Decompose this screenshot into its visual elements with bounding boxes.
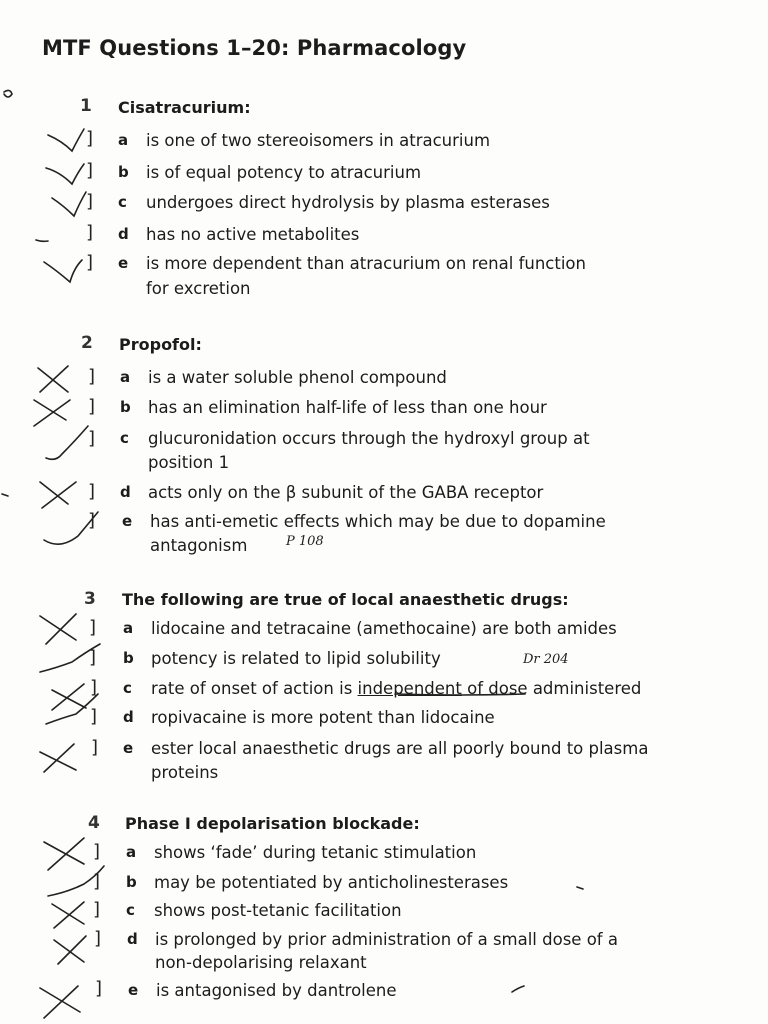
- cross-mark: [52, 684, 86, 710]
- option-letter: b: [118, 163, 129, 181]
- cross-mark: [38, 366, 68, 392]
- answer-box[interactable]: ]: [88, 510, 96, 531]
- option-text: ropivacaine is more potent than lidocaine: [151, 708, 495, 727]
- option-letter: a: [120, 368, 131, 386]
- option-letter: c: [126, 901, 135, 919]
- answer-box[interactable]: ]: [88, 366, 96, 387]
- cross-mark: [52, 902, 84, 928]
- option-text: shows post-tetanic facilitation: [154, 901, 402, 920]
- option-letter: d: [123, 708, 134, 726]
- option-letter: e: [123, 739, 134, 757]
- cross-mark: [40, 744, 76, 772]
- option-text: acts only on the β subunit of the GABA receptor: [148, 483, 544, 502]
- answer-box[interactable]: ]: [93, 841, 101, 862]
- cross-mark: [34, 400, 70, 426]
- answer-box[interactable]: ]: [86, 222, 94, 243]
- option-text: ester local anaesthetic drugs are all poorly bound to plasma: [151, 739, 649, 758]
- option-letter: d: [120, 483, 131, 501]
- option-text-continued: position 1: [148, 453, 230, 472]
- option-text: [151, 677, 641, 700]
- option-text-pre: rate of onset of action is: [151, 679, 358, 698]
- option-text: has no active metabolites: [146, 225, 360, 244]
- tick-mark: [48, 129, 84, 151]
- option-letter: b: [120, 398, 131, 416]
- cross-mark: [40, 482, 76, 508]
- option-text: shows ‘fade’ during tetanic stimulation: [154, 843, 477, 862]
- answer-box[interactable]: ]: [90, 706, 98, 727]
- option-text: may be potentiated by anticholinesterases: [154, 873, 509, 892]
- option-text-continued: non-depolarising relaxant: [155, 953, 367, 972]
- answer-box[interactable]: ]: [94, 928, 102, 949]
- option-letter: c: [123, 679, 132, 697]
- option-text: is more dependent than atracurium on renal function: [146, 254, 586, 273]
- cross-mark: [40, 614, 76, 644]
- option-text: is antagonised by dantrolene: [156, 981, 397, 1000]
- question-4-title: Phase I depolarisation blockade:: [125, 814, 420, 833]
- question-3-title: The following are true of local anaesthetic drugs:: [122, 590, 569, 609]
- cross-mark: [54, 936, 86, 964]
- option-letter: e: [122, 512, 133, 530]
- question-2-title: Propofol:: [119, 335, 202, 354]
- option-text: is prolonged by prior administration of a small dose of a: [155, 930, 618, 949]
- option-letter: a: [126, 843, 137, 861]
- question-1-number: 1: [80, 96, 92, 116]
- option-text: is one of two stereoisomers in atracurium: [146, 131, 491, 150]
- cross-mark: [44, 838, 84, 870]
- handwritten-note-dr204: Dr 204: [523, 652, 569, 667]
- option-text-continued: antagonism: [150, 536, 248, 555]
- page-title: MTF Questions 1–20: Pharmacology: [42, 36, 467, 60]
- answer-box[interactable]: ]: [86, 252, 94, 273]
- option-text: glucuronidation occurs through the hydroxyl group at: [148, 429, 590, 448]
- answer-box[interactable]: ]: [89, 617, 97, 638]
- option-letter: a: [118, 131, 129, 149]
- question-2-number: 2: [81, 333, 93, 353]
- answer-box[interactable]: ]: [90, 677, 98, 698]
- question-1-title: Cisatracurium:: [118, 98, 251, 117]
- option-text-continued: for excretion: [146, 279, 251, 298]
- option-text: lidocaine and tetracaine (amethocaine) are both amides: [151, 619, 617, 638]
- option-text-continued: proteins: [151, 763, 219, 782]
- tick-mark: [46, 426, 88, 459]
- cross-mark: [40, 986, 80, 1018]
- stray-pen-mark: [4, 90, 12, 97]
- answer-box[interactable]: ]: [93, 899, 101, 920]
- option-letter: c: [118, 193, 127, 211]
- option-text: undergoes direct hydrolysis by plasma esterases: [146, 193, 550, 212]
- answer-box[interactable]: ]: [91, 737, 99, 758]
- option-letter: d: [127, 930, 138, 948]
- answer-box[interactable]: ]: [95, 978, 103, 999]
- answer-box[interactable]: ]: [86, 128, 94, 149]
- tick-mark: [44, 260, 82, 282]
- answer-box[interactable]: ]: [89, 647, 97, 668]
- stray-pen-mark: [577, 887, 583, 889]
- option-letter: e: [128, 981, 139, 999]
- option-letter: c: [120, 429, 129, 447]
- answer-box[interactable]: ]: [88, 396, 96, 417]
- answer-box[interactable]: ]: [93, 871, 101, 892]
- dash-mark: [36, 240, 48, 241]
- option-letter: b: [123, 649, 134, 667]
- option-text: is of equal potency to atracurium: [146, 163, 422, 182]
- answer-box[interactable]: ]: [88, 481, 96, 502]
- answer-box[interactable]: ]: [88, 428, 96, 449]
- option-letter: b: [126, 873, 137, 891]
- stray-pen-mark: [512, 986, 524, 992]
- option-text-post: of dose administered: [461, 679, 642, 698]
- option-text-underlined: independent: [357, 679, 462, 698]
- tick-mark: [52, 192, 86, 216]
- tick-mark: [46, 164, 84, 184]
- stray-pen-mark: [2, 494, 8, 496]
- question-3-number: 3: [84, 589, 96, 609]
- option-text: potency is related to lipid solubility: [151, 649, 441, 668]
- answer-box[interactable]: ]: [86, 191, 94, 212]
- question-4-number: 4: [88, 813, 100, 833]
- option-letter: a: [123, 619, 134, 637]
- option-text: has an elimination half-life of less than one hour: [148, 398, 547, 417]
- answer-box[interactable]: ]: [86, 160, 94, 181]
- option-text: is a water soluble phenol compound: [148, 368, 447, 387]
- option-text: has anti-emetic effects which may be due to dopamine: [150, 512, 606, 531]
- option-letter: d: [118, 225, 129, 243]
- option-letter: e: [118, 254, 129, 272]
- handwritten-note-p108: P 108: [286, 534, 324, 549]
